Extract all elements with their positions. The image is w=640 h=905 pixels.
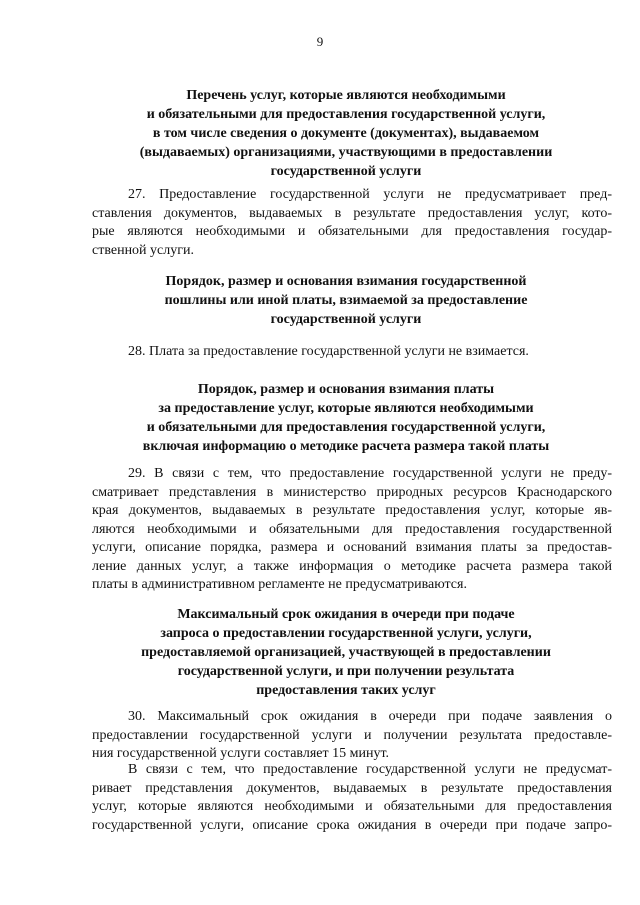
heading-line: Порядок, размер и основания взимания платы bbox=[197, 382, 495, 397]
heading-line: государственной услуги, и при получении результата bbox=[177, 664, 515, 679]
paragraph-30-continued bbox=[92, 761, 612, 835]
heading-line: Максимальный срок ожидания в очереди при подаче bbox=[177, 607, 515, 622]
heading-line: запроса о предоставлении государственной услуги, услуги, bbox=[160, 626, 532, 641]
paragraph-line: 29. В связи с тем, что предоставление государственной услуги не преду- bbox=[128, 466, 612, 481]
heading-line: государственной услуги bbox=[270, 164, 422, 179]
paragraph-line: ляются необходимыми и обязательными для предоставления государственной bbox=[92, 521, 612, 537]
paragraph-line: ния государственной услуги составляет 15 минут. bbox=[92, 746, 390, 761]
section-heading-queue-time bbox=[92, 605, 600, 700]
heading-line: за предоставление услуг, которые являются необходимыми bbox=[158, 401, 534, 416]
paragraph-line: ривает представления документов, выдаваемых в результате предоставления bbox=[92, 780, 612, 796]
paragraph-line: услуги, описание порядка, размера и оснований взимания платы за предостав- bbox=[92, 540, 612, 555]
paragraph-line: 28. Плата за предоставление государственной услуги не взимается. bbox=[128, 344, 529, 359]
heading-line: государственной услуги bbox=[270, 312, 422, 327]
paragraph-line: 27. Предоставление государственной услуги не предусматривает пред- bbox=[128, 187, 612, 202]
paragraph-line: ственной услуги. bbox=[92, 242, 194, 258]
paragraph-line: В связи с тем, что предоставление государственной услуги не предусмат- bbox=[128, 762, 612, 777]
heading-line: и обязательными для предоставления государственной услуги, bbox=[146, 420, 546, 435]
paragraph-line: платы в административном регламенте не предусматриваются. bbox=[92, 577, 467, 592]
paragraph-30 bbox=[92, 708, 612, 764]
heading-line: (выдаваемых) организациями, участвующими в предоставлении bbox=[139, 145, 553, 160]
paragraph-29 bbox=[92, 465, 612, 595]
paragraph-line: государственной услуги, описание срока ожидания в очереди при подаче запро- bbox=[92, 817, 612, 833]
paragraph-28 bbox=[92, 343, 612, 362]
heading-line: Порядок, размер и основания взимания государственной bbox=[165, 274, 527, 289]
paragraph-line: края документов, выдаваемых в результате предоставления услуг, которые яв- bbox=[92, 503, 612, 518]
paragraph-line: рые являются необходимыми и обязательными для предоставления государ- bbox=[92, 224, 612, 239]
section-heading-fee-calculation bbox=[92, 380, 600, 456]
heading-line: в том числе сведения о документе (документах), выдаваемом bbox=[152, 126, 540, 141]
paragraph-line: сматривает представления в министерство природных ресурсов Краснодарского bbox=[92, 484, 612, 500]
page-number: 9 bbox=[316, 34, 324, 49]
heading-line: пошлины или иной платы, взимаемой за предоставление bbox=[164, 293, 528, 308]
heading-line: предоставляемой организацией, участвующей в предоставлении bbox=[141, 645, 551, 660]
paragraph-27 bbox=[92, 186, 612, 260]
paragraph-line: ление данных услуг, а также информация о методике расчета размера такой bbox=[92, 558, 612, 574]
paragraph-line: предоставлении государственной услуги и получении результата предоставле- bbox=[92, 727, 612, 743]
paragraph-line: услуг, которые являются необходимыми и обязательными для предоставления bbox=[92, 799, 612, 814]
heading-line: Перечень услуг, которые являются необходимыми bbox=[186, 88, 506, 103]
heading-line: и обязательными для предоставления государственной услуги, bbox=[146, 107, 546, 122]
section-heading-state-fee bbox=[92, 272, 600, 329]
heading-line: предоставления таких услуг bbox=[256, 683, 436, 698]
section-heading-services-list bbox=[92, 86, 600, 181]
paragraph-line: ставления документов, выдаваемых в результате предоставления услуг, кото- bbox=[92, 205, 612, 221]
paragraph-line: 30. Максимальный срок ожидания в очереди при подаче заявления о bbox=[128, 709, 612, 724]
heading-line: включая информацию о методике расчета размера такой платы bbox=[142, 439, 550, 454]
